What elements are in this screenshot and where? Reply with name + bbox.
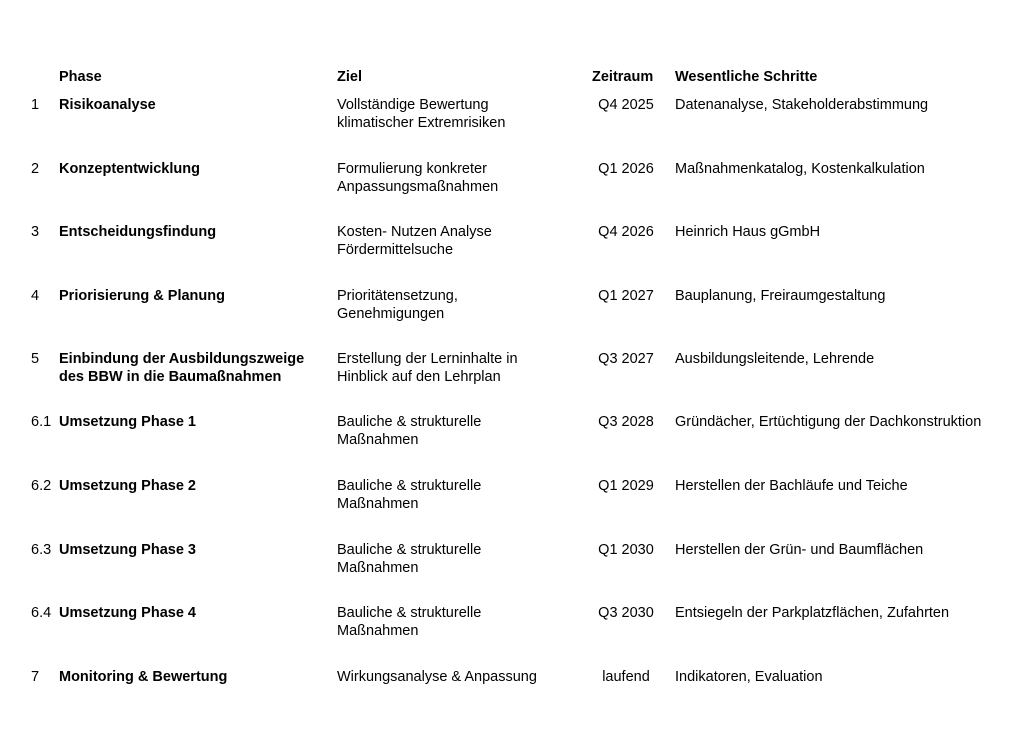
- row-zeitraum: Q1 2027: [598, 288, 654, 304]
- row-ziel-line: Maßnahmen: [337, 560, 419, 576]
- row-ziel-line: Bauliche & strukturelle: [337, 542, 482, 558]
- row-number: 3: [31, 224, 40, 240]
- row-phase: [59, 287, 329, 305]
- row-number: 6.2: [31, 478, 52, 494]
- row-phase-line: Umsetzung Phase 3: [59, 542, 196, 558]
- row-phase: [59, 223, 329, 241]
- row-schritte: Entsiegeln der Parkplatzflächen, Zufahrten: [675, 605, 950, 621]
- row-zeitraum: Q1 2029: [598, 478, 654, 494]
- row-schritte: Maßnahmenkatalog, Kostenkalkulation: [675, 161, 925, 177]
- row-schritte: Herstellen der Grün- und Baumflächen: [675, 542, 924, 558]
- row-phase-line: Priorisierung & Planung: [59, 288, 225, 304]
- row-ziel-line: Maßnahmen: [337, 432, 419, 448]
- row-ziel-line: Hinblick auf den Lehrplan: [337, 369, 501, 385]
- row-ziel-line: Erstellung der Lerninhalte in: [337, 351, 518, 367]
- row-ziel: [337, 477, 587, 513]
- row-ziel-line: Formulierung konkreter: [337, 161, 487, 177]
- row-ziel-line: Kosten- Nutzen Analyse: [337, 224, 492, 240]
- row-schritte: Heinrich Haus gGmbH: [675, 224, 821, 240]
- row-phase: [59, 413, 329, 431]
- row-number: 5: [31, 351, 40, 367]
- row-phase-line: Risikoanalyse: [59, 97, 156, 113]
- row-zeitraum: Q3 2027: [598, 351, 654, 367]
- header-ziel: Ziel: [337, 69, 362, 85]
- row-ziel-line: Vollständige Bewertung: [337, 97, 489, 113]
- row-number: 6.4: [31, 605, 52, 621]
- row-phase-line: Konzeptentwicklung: [59, 161, 200, 177]
- row-phase-line: des BBW in die Baumaßnahmen: [59, 369, 282, 385]
- row-ziel: [337, 223, 587, 259]
- row-ziel-line: Prioritätensetzung,: [337, 288, 458, 304]
- header-zeitraum: Zeitraum: [592, 69, 654, 85]
- row-schritte: Bauplanung, Freiraumgestaltung: [675, 288, 886, 304]
- row-phase-line: Einbindung der Ausbildungszweige: [59, 351, 305, 367]
- header-phase: Phase: [59, 69, 102, 85]
- row-phase-line: Entscheidungsfindung: [59, 224, 217, 240]
- row-ziel: [337, 160, 587, 196]
- row-phase: [59, 477, 329, 495]
- row-ziel-line: Fördermittelsuche: [337, 242, 454, 258]
- row-number: 7: [31, 669, 40, 685]
- row-schritte: Gründächer, Ertüchtigung der Dachkonstruktion: [675, 414, 982, 430]
- row-ziel-line: Genehmigungen: [337, 306, 445, 322]
- row-phase: [59, 96, 329, 114]
- row-number: 6.3: [31, 542, 52, 558]
- row-zeitraum: Q3 2028: [598, 414, 654, 430]
- row-schritte: Indikatoren, Evaluation: [675, 669, 823, 685]
- row-ziel-line: klimatischer Extremrisiken: [337, 115, 506, 131]
- row-zeitraum: Q4 2025: [598, 97, 654, 113]
- row-ziel: [337, 541, 587, 577]
- row-ziel-line: Bauliche & strukturelle: [337, 414, 482, 430]
- row-zeitraum: Q1 2026: [598, 161, 654, 177]
- row-ziel-line: Bauliche & strukturelle: [337, 478, 482, 494]
- row-ziel: [337, 668, 587, 686]
- row-phase: [59, 160, 329, 178]
- row-schritte: Herstellen der Bachläufe und Teiche: [675, 478, 908, 494]
- row-phase: [59, 604, 329, 622]
- row-number: 1: [31, 97, 40, 113]
- row-phase-line: Monitoring & Bewertung: [59, 669, 228, 685]
- row-phase-line: Umsetzung Phase 4: [59, 605, 196, 621]
- row-phase-line: Umsetzung Phase 2: [59, 478, 196, 494]
- row-zeitraum: laufend: [602, 669, 650, 685]
- row-ziel: [337, 413, 587, 449]
- row-ziel-line: Anpassungsmaßnahmen: [337, 179, 499, 195]
- row-phase-line: Umsetzung Phase 1: [59, 414, 196, 430]
- row-ziel: [337, 350, 587, 386]
- row-ziel: [337, 287, 587, 323]
- row-phase: [59, 668, 329, 686]
- row-number: 2: [31, 161, 40, 177]
- row-ziel: [337, 96, 587, 132]
- row-ziel-line: Maßnahmen: [337, 623, 419, 639]
- row-number: 6.1: [31, 414, 52, 430]
- row-ziel: [337, 604, 587, 640]
- row-zeitraum: Q4 2026: [598, 224, 654, 240]
- row-phase: [59, 350, 329, 386]
- row-ziel-line: Bauliche & strukturelle: [337, 605, 482, 621]
- row-phase: [59, 541, 329, 559]
- row-ziel-line: Wirkungsanalyse & Anpassung: [337, 669, 537, 685]
- row-zeitraum: Q1 2030: [598, 542, 654, 558]
- row-schritte: Datenanalyse, Stakeholderabstimmung: [675, 97, 929, 113]
- row-schritte: Ausbildungsleitende, Lehrende: [675, 351, 875, 367]
- header-schritte: Wesentliche Schritte: [675, 69, 818, 85]
- row-zeitraum: Q3 2030: [598, 605, 654, 621]
- row-ziel-line: Maßnahmen: [337, 496, 419, 512]
- row-number: 4: [31, 288, 40, 304]
